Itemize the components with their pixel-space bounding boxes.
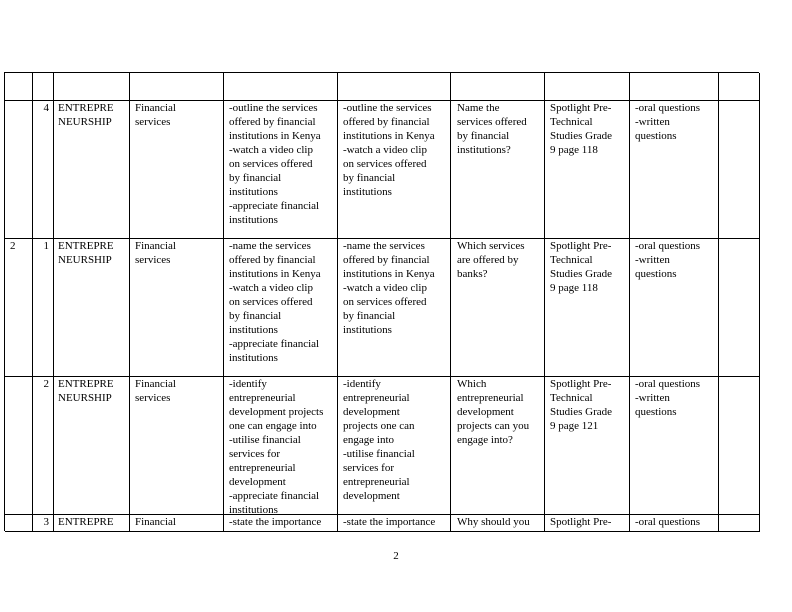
cell-text-line: institutions [229, 186, 278, 198]
sub-strand-cell [130, 239, 224, 377]
week-cell [5, 377, 33, 515]
header-cell [545, 73, 630, 101]
remarks-cell [719, 239, 760, 377]
cell-text-line: -appreciate financial [229, 490, 320, 502]
cell-text-line: projects one can [343, 420, 415, 432]
table-row [5, 377, 760, 515]
learning-outcomes-cell [224, 515, 338, 532]
cell-text-line: NEURSHIP [58, 392, 112, 404]
strand-cell [54, 515, 130, 532]
header-cell [130, 73, 224, 101]
cell-text-line: -oral questions [635, 240, 701, 252]
header-cell [33, 73, 54, 101]
learning-experiences-cell [338, 239, 451, 377]
strand-cell [54, 239, 130, 377]
cell-text-line: development [343, 490, 400, 502]
cell-text-line: entrepreneurial [343, 392, 410, 404]
scheme-of-work-table [4, 72, 759, 531]
learning-experiences-cell [338, 377, 451, 515]
cell-text-line: development projects [229, 406, 324, 418]
cell-text-line: services offered [457, 116, 527, 128]
key-inquiry-cell [451, 239, 545, 377]
cell-text-line: 1 [43, 240, 49, 252]
header-cell [224, 73, 338, 101]
cell-text-line: Spotlight Pre- [550, 516, 612, 528]
cell-text-line: -watch a video clip [229, 144, 313, 156]
cell-text-line: institutions [229, 504, 278, 515]
cell-text-line: institutions in Kenya [343, 268, 435, 280]
table-header-row [5, 73, 760, 101]
cell-text-line: Technical [550, 116, 593, 128]
header-cell [54, 73, 130, 101]
lesson-cell [33, 101, 54, 239]
cell-text-line: questions [635, 268, 677, 280]
header-cell [5, 73, 33, 101]
cell-text-line: on services offered [229, 158, 313, 170]
cell-text-line: services [135, 392, 171, 404]
table-row [5, 515, 760, 532]
cell-text-line: -utilise financial [229, 434, 301, 446]
cell-text-line: one can engage into [229, 420, 317, 432]
cell-text-line: institutions in Kenya [229, 130, 321, 142]
cell-text-line: engage into? [457, 434, 513, 446]
cell-text-line: Studies Grade [550, 130, 613, 142]
cell-text-line: Financial [135, 102, 176, 114]
cell-text-line: on services offered [343, 296, 427, 308]
cell-text-line: institutions? [457, 144, 511, 156]
resources-cell [545, 101, 630, 239]
cell-text-line: Which [457, 378, 487, 390]
cell-text-line: by financial [457, 130, 510, 142]
cell-text-line: by financial [343, 172, 396, 184]
cell-text-line: -name the services [343, 240, 425, 252]
cell-text-line: development [457, 406, 514, 418]
cell-text-line: are offered by [457, 254, 519, 266]
table-row [5, 101, 760, 239]
lesson-cell [33, 239, 54, 377]
cell-text-line: -state the importance [229, 516, 322, 528]
cell-text-line: -identify [229, 378, 267, 390]
week-cell [5, 515, 33, 532]
cell-text-line: Financial [135, 240, 176, 252]
header-cell [338, 73, 451, 101]
cell-text-line: -state the importance [343, 516, 436, 528]
learning-outcomes-cell [224, 101, 338, 239]
cell-text-line: entrepreneurial [343, 476, 410, 488]
cell-text-line: institutions [229, 352, 278, 364]
cell-text-line: Technical [550, 254, 593, 266]
cell-text-line: offered by financial [343, 254, 430, 266]
header-cell [451, 73, 545, 101]
cell-text-line: institutions in Kenya [229, 268, 321, 280]
cell-text-line: 4 [43, 102, 49, 114]
cell-text-line: development [343, 406, 400, 418]
cell-text-line: 9 page 118 [550, 282, 598, 294]
cell-text-line: Which services [457, 240, 525, 252]
cell-text-line: 9 page 118 [550, 144, 598, 156]
remarks-cell [719, 515, 760, 532]
cell-text-line: -appreciate financial [229, 200, 320, 212]
cell-text-line: entrepreneurial [229, 462, 296, 474]
cell-text-line: Why should you [457, 516, 530, 528]
cell-text-line: -written [635, 392, 670, 404]
key-inquiry-cell [451, 377, 545, 515]
cell-text-line: services [135, 116, 171, 128]
cell-text-line: -written [635, 254, 670, 266]
cell-text-line: offered by financial [229, 116, 316, 128]
cell-text-line: NEURSHIP [58, 254, 112, 266]
cell-text-line: Studies Grade [550, 406, 613, 418]
assessment-cell [630, 377, 719, 515]
sub-strand-cell [130, 515, 224, 532]
cell-text-line: -oral questions [635, 516, 701, 528]
cell-text-line: institutions [229, 324, 278, 336]
cell-text-line: Technical [550, 392, 593, 404]
cell-text-line: -name the services [229, 240, 311, 252]
cell-text-line: offered by financial [229, 254, 316, 266]
key-inquiry-cell [451, 101, 545, 239]
cell-text-line: on services offered [229, 296, 313, 308]
cell-text-line: ENTREPRE [58, 378, 114, 390]
cell-text-line: projects can you [457, 420, 530, 432]
assessment-cell [630, 101, 719, 239]
resources-cell [545, 515, 630, 532]
cell-text-line: development [229, 476, 286, 488]
cell-text-line: Name the [457, 102, 500, 114]
cell-text-line: engage into [343, 434, 395, 446]
cell-text-line: Financial [135, 516, 176, 528]
learning-experiences-cell [338, 515, 451, 532]
cell-text-line: institutions [343, 186, 392, 198]
cell-text-line: 2 [43, 378, 49, 390]
cell-text-line: -watch a video clip [343, 144, 427, 156]
remarks-cell [719, 377, 760, 515]
cell-text-line: services for [343, 462, 395, 474]
cell-text-line: Spotlight Pre- [550, 378, 612, 390]
cell-text-line: -watch a video clip [229, 282, 313, 294]
lesson-cell [33, 377, 54, 515]
sub-strand-cell [130, 377, 224, 515]
cell-text-line: services [135, 254, 171, 266]
key-inquiry-cell [451, 515, 545, 532]
cell-text-line: institutions [343, 324, 392, 336]
cell-text-line: services for [229, 448, 281, 460]
cell-text-line: questions [635, 130, 677, 142]
assessment-cell [630, 239, 719, 377]
cell-text-line: entrepreneurial [457, 392, 524, 404]
learning-experiences-cell [338, 101, 451, 239]
cell-text-line: -appreciate financial [229, 338, 320, 350]
cell-text-line: entrepreneurial [229, 392, 296, 404]
week-cell [5, 101, 33, 239]
cell-text-line: -outline the services [343, 102, 432, 114]
resources-cell [545, 239, 630, 377]
sub-strand-cell [130, 101, 224, 239]
cell-text-line: Spotlight Pre- [550, 102, 612, 114]
cell-text-line: ENTREPRE [58, 102, 114, 114]
cell-text-line: offered by financial [343, 116, 430, 128]
cell-text-line: 9 page 121 [550, 420, 599, 432]
cell-text-line: -written [635, 116, 670, 128]
cell-text-line: ENTREPRE [58, 516, 114, 528]
cell-text-line: Studies Grade [550, 268, 613, 280]
cell-text-line: institutions [229, 214, 278, 226]
cell-text-line: ENTREPRE [58, 240, 114, 252]
cell-text-line: -identify [343, 378, 381, 390]
cell-text-line: by financial [343, 310, 396, 322]
cell-text-line: on services offered [343, 158, 427, 170]
cell-text-line: -outline the services [229, 102, 318, 114]
remarks-cell [719, 101, 760, 239]
assessment-cell [630, 515, 719, 532]
learning-outcomes-cell [224, 377, 338, 515]
strand-cell [54, 101, 130, 239]
cell-text-line: by financial [229, 172, 282, 184]
cell-text-line: banks? [457, 268, 488, 280]
strand-cell [54, 377, 130, 515]
cell-text-line: 2 [10, 240, 16, 252]
page-number: 2 [393, 550, 399, 562]
cell-text-line: -utilise financial [343, 448, 415, 460]
week-cell [5, 239, 33, 377]
cell-text-line: by financial [229, 310, 282, 322]
cell-text-line: Spotlight Pre- [550, 240, 612, 252]
cell-text-line: institutions in Kenya [343, 130, 435, 142]
cell-text-line: questions [635, 406, 677, 418]
cell-text-line: -oral questions [635, 378, 701, 390]
resources-cell [545, 377, 630, 515]
learning-outcomes-cell [224, 239, 338, 377]
cell-text-line: 3 [43, 516, 49, 528]
cell-text-line: -watch a video clip [343, 282, 427, 294]
lesson-cell [33, 515, 54, 532]
header-cell [719, 73, 760, 101]
table-row [5, 239, 760, 377]
cell-text-line: -oral questions [635, 102, 701, 114]
cell-text-line: NEURSHIP [58, 116, 112, 128]
cell-text-line: Financial [135, 378, 176, 390]
header-cell [630, 73, 719, 101]
